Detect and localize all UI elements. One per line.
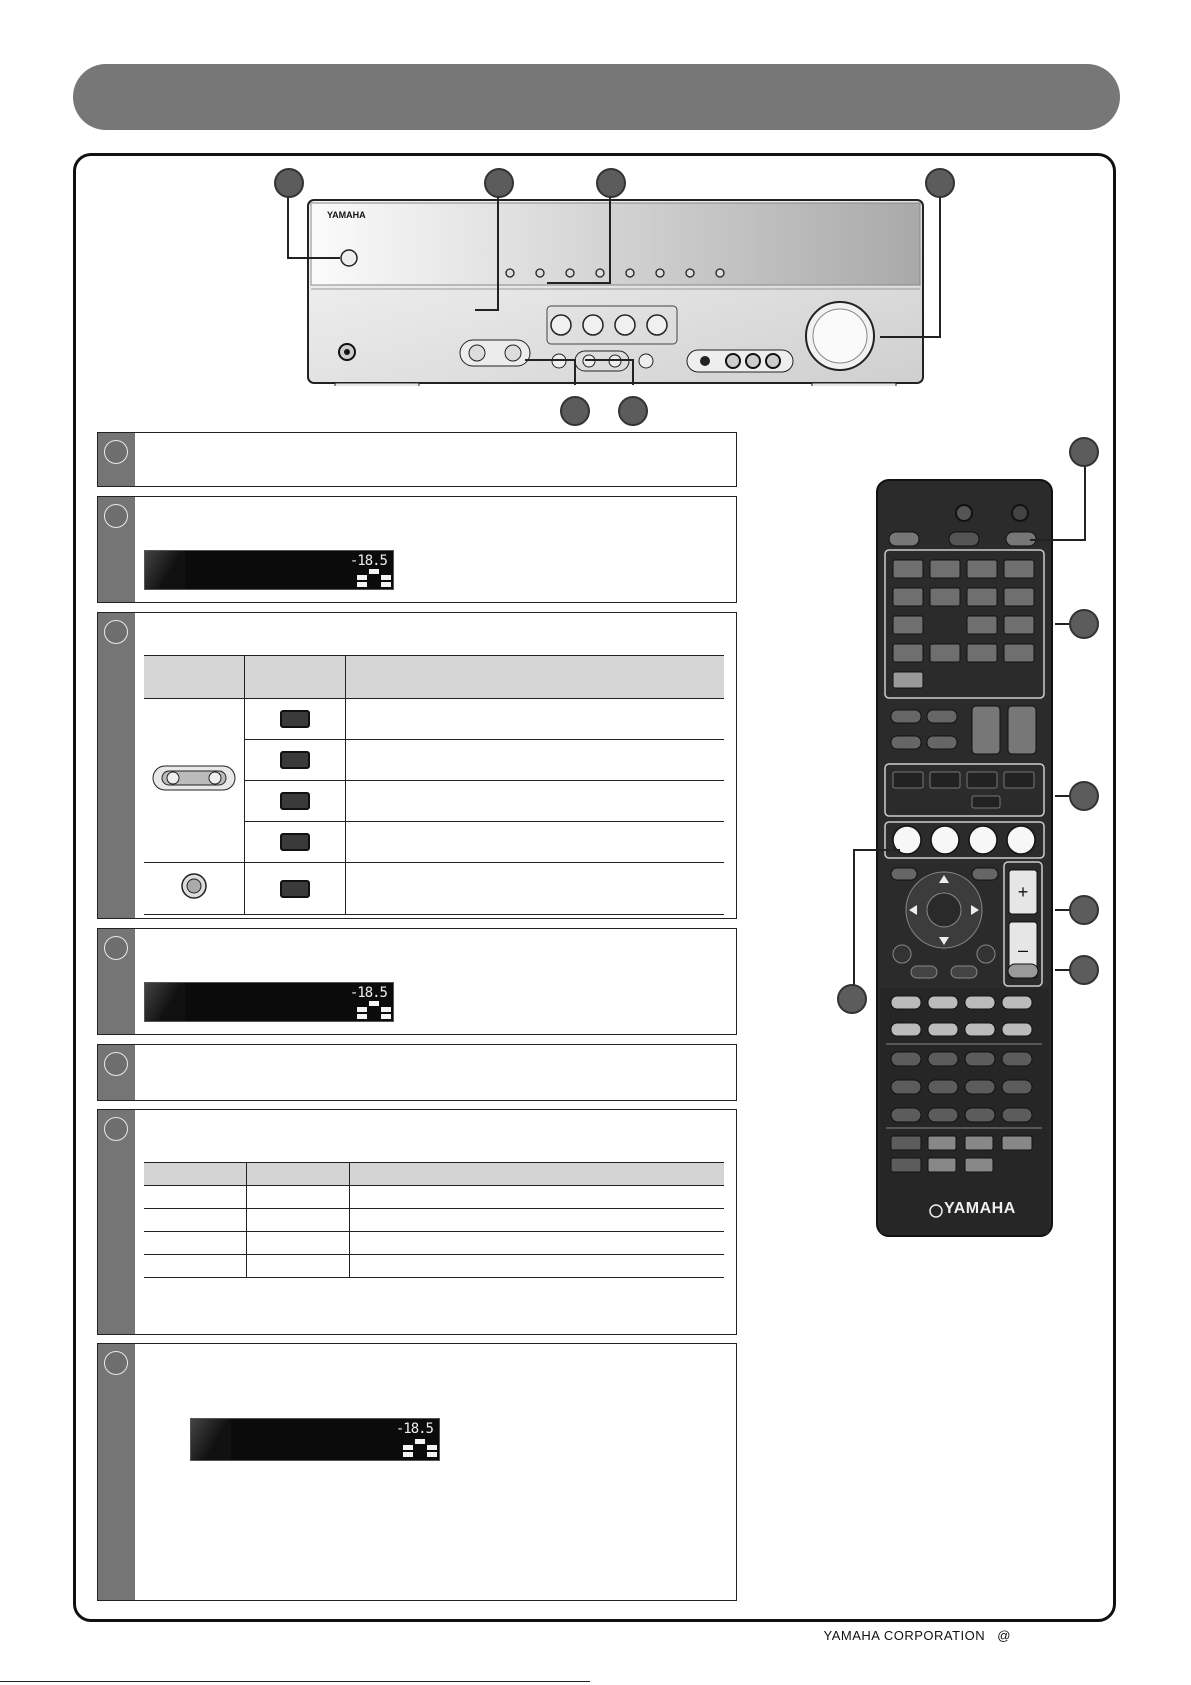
step-7 (97, 1343, 737, 1601)
remote-callout-leaders (840, 430, 1100, 1020)
program-selector-icon (152, 765, 236, 791)
volume-readout: -18.5 (395, 1421, 433, 1437)
front-display (144, 982, 394, 1022)
step-number-badge (104, 1052, 128, 1076)
callout-leaders (280, 170, 960, 420)
callout-9 (1069, 781, 1099, 811)
step-number-badge (104, 936, 128, 960)
remote-logo: YAMAHA (944, 1200, 1016, 1217)
callout-6 (618, 396, 648, 426)
plus-icon: + (1017, 882, 1029, 902)
remote-key-icon (280, 880, 310, 898)
callout-3 (596, 168, 626, 198)
header-bar (73, 64, 1120, 130)
step-number-badge (104, 620, 128, 644)
step-5 (97, 1044, 737, 1101)
callout-1 (274, 168, 304, 198)
remote-key-icon (280, 792, 310, 810)
footer-brand (824, 1628, 1011, 1643)
minus-icon: – (1017, 940, 1029, 960)
straight-button-icon (180, 872, 208, 900)
step-number-badge (104, 1117, 128, 1141)
settings-table (144, 1162, 724, 1278)
step-3 (97, 612, 737, 919)
footer-mark: @ (997, 1628, 1011, 1643)
step-number-badge (104, 440, 128, 464)
callout-2 (484, 168, 514, 198)
operation-table (144, 655, 724, 915)
step-number-badge (104, 504, 128, 528)
step-6 (97, 1109, 737, 1335)
callout-10 (1069, 895, 1099, 925)
step-4 (97, 928, 737, 1035)
callout-7 (1069, 437, 1099, 467)
step-1 (97, 432, 737, 487)
step-2 (97, 496, 737, 603)
callout-5 (560, 396, 590, 426)
footer-company: YAMAHA CORPORATION (823, 1628, 986, 1643)
front-display (190, 1418, 440, 1461)
step-number-badge (104, 1351, 128, 1375)
remote-key-icon (280, 710, 310, 728)
volume-readout: -18.5 (349, 553, 387, 569)
callout-12 (837, 984, 867, 1014)
callout-8 (1069, 609, 1099, 639)
callout-4 (925, 168, 955, 198)
remote-key-icon (280, 751, 310, 769)
front-panel-logo: YAMAHA (327, 210, 366, 220)
front-display (144, 550, 394, 590)
callout-11 (1069, 955, 1099, 985)
footer-rule (0, 1681, 590, 1682)
volume-readout: -18.5 (349, 985, 387, 1001)
remote-key-icon (280, 833, 310, 851)
